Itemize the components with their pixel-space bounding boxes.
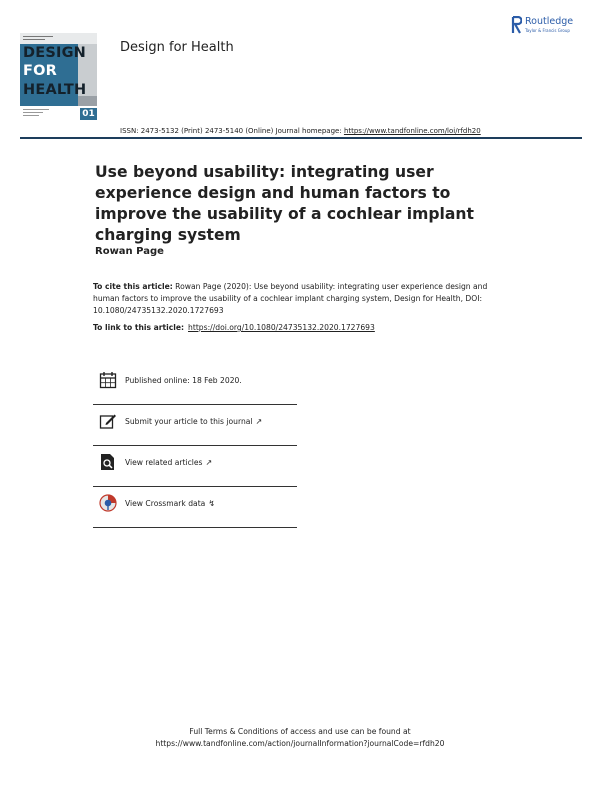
submit-article-label: Submit your article to this journal	[125, 417, 253, 426]
calendar-icon	[99, 371, 117, 389]
citation-label: To cite this article:	[93, 282, 173, 291]
citation-doi[interactable]: 10.1080/24735132.2020.1727693	[93, 306, 224, 315]
cover-word-design: DESIGN	[23, 45, 87, 61]
issn-text: ISSN: 2473-5132 (Print) 2473-5140 (Online) Journal homepage:	[120, 127, 344, 135]
article-link-label: To link to this article:	[93, 323, 185, 332]
external-link-icon: ↗	[205, 458, 213, 467]
crossmark-label: View Crossmark data	[125, 499, 206, 508]
citation-block	[93, 281, 513, 317]
article-doi-link[interactable]: https://doi.org/10.1080/24735132.2020.1727693	[188, 323, 375, 332]
citation-text: Rowan Page (2020): Use beyond usability: integrating user experience design and human factors to improve the usability of a cochlear implant charging system, Design for Health, DOI:	[93, 282, 488, 303]
submit-article-link[interactable]	[125, 417, 262, 426]
document-search-icon	[99, 453, 117, 471]
cover-issue-number: 01	[80, 108, 97, 120]
crossmark-link[interactable]	[125, 499, 215, 508]
journal-homepage-link[interactable]: https://www.tandfonline.com/loi/rfdh20	[343, 127, 481, 135]
publisher-name: Routledge	[525, 16, 574, 27]
submit-article-item[interactable]	[93, 405, 297, 446]
crossmark-item[interactable]	[93, 487, 297, 528]
crossmark-icon	[99, 494, 117, 512]
external-link-icon: ↗	[255, 417, 263, 426]
issn-line	[120, 127, 481, 135]
related-articles-item[interactable]	[93, 446, 297, 487]
article-link-line	[93, 323, 375, 332]
cover-top-band	[20, 33, 97, 44]
journal-cover	[20, 33, 97, 128]
cover-word-for: FOR	[23, 63, 57, 79]
footer-terms-link[interactable]: https://www.tandfonline.com/action/journalInformation?journalCode=rfdh20	[155, 739, 445, 748]
header-rule	[20, 137, 582, 139]
footer	[0, 726, 600, 750]
routledge-r-icon	[511, 16, 522, 34]
publisher-subtitle: Taylor & Francis Group	[525, 28, 570, 33]
cover-word-health: HEALTH	[23, 82, 87, 98]
article-title: Use beyond usability: integrating user experience design and human factors to improve the usability of a cochlear implant charging system	[95, 163, 474, 244]
edit-icon	[99, 412, 117, 430]
article-author: Rowan Page	[95, 246, 164, 257]
related-articles-link[interactable]	[125, 458, 212, 467]
published-date-item	[93, 364, 297, 405]
published-date: Published online: 18 Feb 2020.	[125, 376, 242, 385]
journal-name: Design for Health	[120, 40, 234, 55]
publisher-logo	[511, 15, 591, 37]
related-articles-label: View related articles	[125, 458, 203, 467]
footer-terms-text: Full Terms & Conditions of access and use can be found at	[189, 727, 411, 736]
crossmark-arrow-icon: ↯	[208, 499, 216, 508]
